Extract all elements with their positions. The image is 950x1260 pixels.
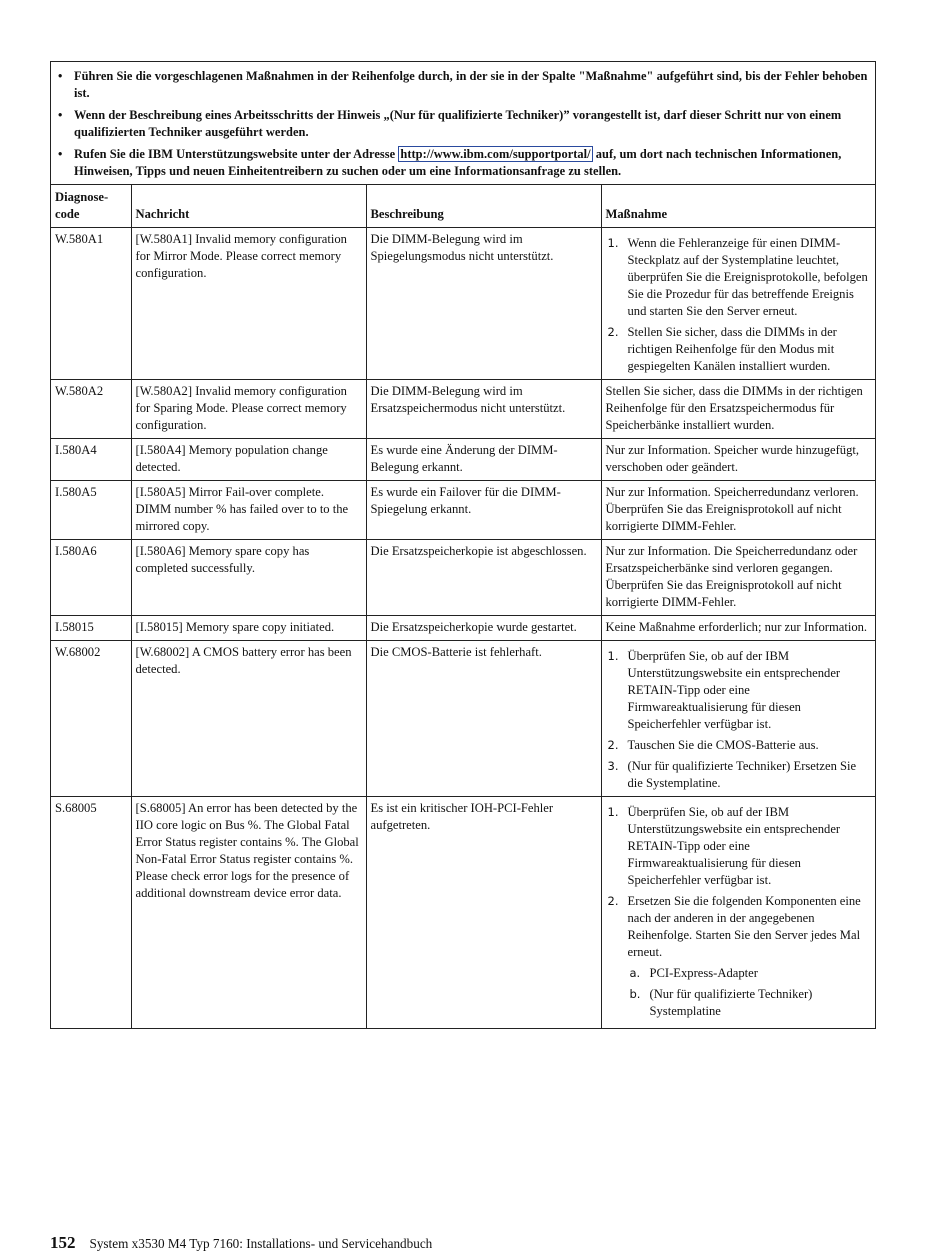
- cell-description: Die Ersatzspeicherkopie wurde gestartet.: [366, 616, 601, 641]
- table-row: [51, 228, 875, 380]
- cell-message: [I.580A5] Mirror Fail-over complete. DIMM number % has failed over to to the mirrored copy.: [131, 481, 366, 540]
- cell-code: W.580A1: [51, 228, 131, 380]
- cell-message: [I.58015] Memory spare copy initiated.: [131, 616, 366, 641]
- notes-section: [51, 62, 875, 185]
- cell-message: [W.68002] A CMOS battery error has been detected.: [131, 641, 366, 797]
- document-title: System x3530 M4 Typ 7160: Installations- und Servicehandbuch: [89, 1236, 433, 1251]
- cell-description: Die CMOS-Batterie ist fehlerhaft.: [366, 641, 601, 797]
- cell-message: [S.68005] An error has been detected by the IIO core logic on Bus %. The Global Fatal Error Status register contains %. The Global Non-Fatal Error Status register contains %. Please check error logs for the presence of additional downstream device error data.: [131, 797, 366, 1029]
- cell-action: Nur zur Information. Speicherredundanz verloren. Überprüfen Sie das Ereignisprotokoll auf nicht korrigierte DIMM-Fehler.: [601, 481, 875, 540]
- cell-action: Keine Maßnahme erforderlich; nur zur Information.: [601, 616, 875, 641]
- action-step: [606, 235, 872, 320]
- action-step: [606, 893, 872, 1020]
- bullet-icon: •: [58, 147, 63, 161]
- action-step: [606, 648, 872, 733]
- action-step: [606, 737, 872, 754]
- header-action: Maßnahme: [601, 185, 875, 228]
- step-number: 3.: [607, 759, 619, 773]
- cell-action: [601, 228, 875, 380]
- note-text-before-link: Rufen Sie die IBM Unterstützungswebsite unter der Adresse: [74, 147, 399, 161]
- cell-code: W.580A2: [51, 380, 131, 439]
- page-footer: [50, 1233, 432, 1253]
- header-description: Beschreibung: [366, 185, 601, 228]
- diagnostic-table-frame: [50, 61, 876, 1029]
- step-number: 2.: [607, 894, 619, 908]
- step-number: 1.: [607, 236, 619, 250]
- cell-action: Nur zur Information. Die Speicherredundanz oder Ersatzspeicherbänke sind verloren gegangen. Überprüfen Sie das Ereignisprotokoll auf nicht korrigierte DIMM-Fehler.: [601, 540, 875, 616]
- table-header-row: [51, 185, 875, 228]
- cell-code: I.580A4: [51, 439, 131, 481]
- note-item: [55, 107, 871, 141]
- table-row: [51, 616, 875, 641]
- cell-message: [I.580A6] Memory spare copy has completed successfully.: [131, 540, 366, 616]
- substep-letter: a.: [629, 966, 641, 980]
- step-text: Ersetzen Sie die folgenden Komponenten eine nach der anderen in der angegebenen Reihenfolge. Starten Sie den Server jedes Mal erneut.: [627, 894, 861, 959]
- cell-description: Die Ersatzspeicherkopie ist abgeschlossen.: [366, 540, 601, 616]
- action-substeps: [628, 965, 872, 1020]
- cell-action: Stellen Sie sicher, dass die DIMMs in der richtigen Reihenfolge für den Ersatzspeichermodus für Speicherbänke installiert wurden.: [601, 380, 875, 439]
- table-row: [51, 380, 875, 439]
- cell-description: Die DIMM-Belegung wird im Spiegelungsmodus nicht unterstützt.: [366, 228, 601, 380]
- cell-description: Es ist ein kritischer IOH-PCI-Fehler aufgetreten.: [366, 797, 601, 1029]
- cell-action: [601, 797, 875, 1029]
- cell-code: I.580A5: [51, 481, 131, 540]
- substep-letter: b.: [629, 987, 641, 1001]
- header-code: Diagnose- code: [51, 185, 131, 228]
- step-text: Wenn die Fehleranzeige für einen DIMM-Steckplatz auf der Systemplatine leuchtet, überprüfen Sie die Ereignisprotokolle, befolgen Sie die Prozedur für das betreffende Ereignis und starten Sie den Server erneut.: [627, 236, 868, 318]
- action-steps: [606, 235, 872, 375]
- step-text: (Nur für qualifizierte Techniker) Ersetzen Sie die Systemplatine.: [627, 759, 857, 790]
- action-step: [606, 758, 872, 792]
- bullet-icon: •: [58, 108, 63, 122]
- cell-message: [W.580A1] Invalid memory configuration for Mirror Mode. Please correct memory configuration.: [131, 228, 366, 380]
- table-row: [51, 481, 875, 540]
- step-text: Überprüfen Sie, ob auf der IBM Unterstützungswebsite ein entsprechender RETAIN-Tipp oder eine Firmwareaktualisierung für diesen Speicherfehler verfügbar ist.: [627, 805, 841, 887]
- note-item: [55, 68, 871, 102]
- cell-message: [I.580A4] Memory population change detected.: [131, 439, 366, 481]
- cell-description: Die DIMM-Belegung wird im Ersatzspeichermodus nicht unterstützt.: [366, 380, 601, 439]
- cell-code: I.58015: [51, 616, 131, 641]
- table-row: [51, 797, 875, 1029]
- cell-code: S.68005: [51, 797, 131, 1029]
- table-row: [51, 641, 875, 797]
- cell-code: W.68002: [51, 641, 131, 797]
- cell-action: [601, 641, 875, 797]
- note-item: [55, 146, 871, 180]
- table-body: [51, 228, 875, 1029]
- step-number: 1.: [607, 805, 619, 819]
- table-row: [51, 439, 875, 481]
- cell-message: [W.580A2] Invalid memory configuration for Sparing Mode. Please correct memory configuration.: [131, 380, 366, 439]
- step-number: 1.: [607, 649, 619, 663]
- step-number: 2.: [607, 738, 619, 752]
- page-number: 152: [50, 1233, 76, 1252]
- support-portal-link[interactable]: http://www.ibm.com/supportportal/: [400, 147, 591, 161]
- cell-description: Es wurde ein Failover für die DIMM-Spiegelung erkannt.: [366, 481, 601, 540]
- header-message: Nachricht: [131, 185, 366, 228]
- step-number: 2.: [607, 325, 619, 339]
- action-steps: [606, 648, 872, 792]
- step-text: Stellen Sie sicher, dass die DIMMs in der richtigen Reihenfolge für den Modus mit gespiegelten Kanälen installiert wurden.: [627, 325, 837, 373]
- action-steps: [606, 804, 872, 1020]
- action-step: [606, 804, 872, 889]
- action-substep: [628, 986, 872, 1020]
- table-row: [51, 540, 875, 616]
- cell-action: Nur zur Information. Speicher wurde hinzugefügt, verschoben oder geändert.: [601, 439, 875, 481]
- bullet-icon: •: [58, 69, 63, 83]
- step-text: Tauschen Sie die CMOS-Batterie aus.: [627, 738, 819, 752]
- note-text: Wenn der Beschreibung eines Arbeitsschritts der Hinweis „(Nur für qualifizierte Techniker)” vorangestellt ist, darf dieser Schritt nur von einem qualifizierten Techniker ausgeführt werden.: [74, 108, 842, 139]
- action-step: [606, 324, 872, 375]
- note-text: Führen Sie die vorgeschlagenen Maßnahmen in der Reihenfolge durch, in der sie in der Spalte "Maßnahme" aufgeführt sind, bis der Fehler behoben ist.: [74, 69, 868, 100]
- step-text: Überprüfen Sie, ob auf der IBM Unterstützungswebsite ein entsprechender RETAIN-Tipp oder eine Firmwareaktualisierung für diesen Speicherfehler verfügbar ist.: [627, 649, 841, 731]
- cell-code: I.580A6: [51, 540, 131, 616]
- substep-text: (Nur für qualifizierte Techniker) Systemplatine: [649, 987, 813, 1018]
- note-text-after-link: auf, um dort nach technischen Informationen, Hinweisen, Tipps und neuen Einheitentreibern zu suchen oder um eine Informationsanfrage zu stellen.: [74, 147, 842, 178]
- cell-description: Es wurde eine Änderung der DIMM-Belegung erkannt.: [366, 439, 601, 481]
- action-substep: [628, 965, 872, 982]
- diagnostic-code-table: [51, 185, 875, 1028]
- substep-text: PCI-Express-Adapter: [649, 966, 758, 980]
